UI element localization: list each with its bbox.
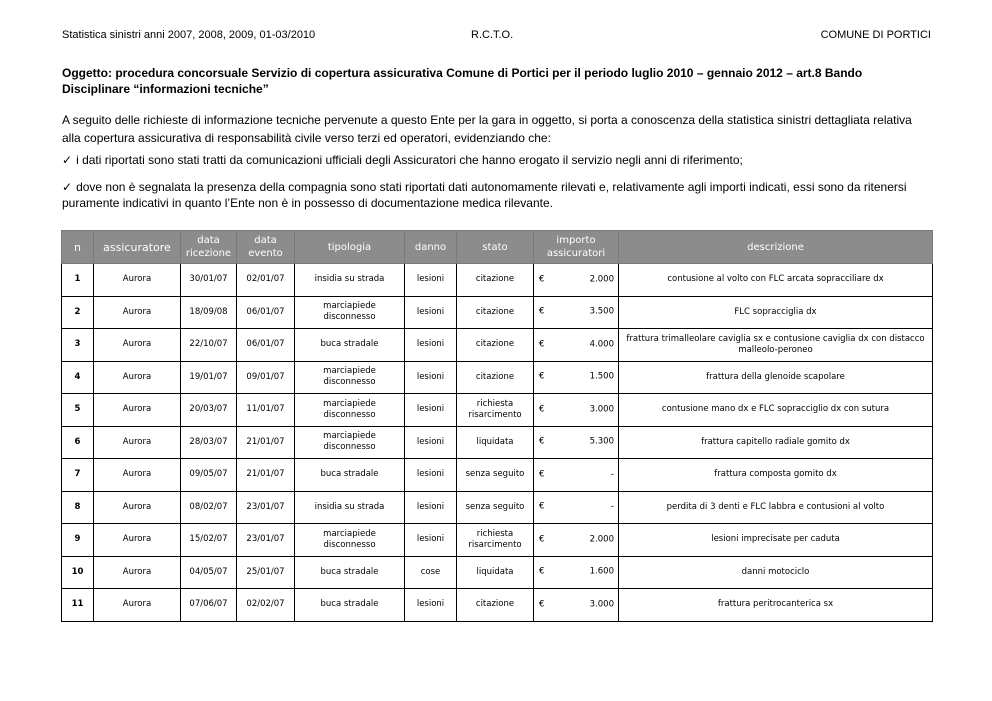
column-header-n: n xyxy=(62,231,94,264)
amount-value: - xyxy=(610,469,614,480)
cell-n: 5 xyxy=(62,394,94,427)
column-header-data-evento: data evento xyxy=(237,231,295,264)
cell-stato: richiesta risarcimento xyxy=(457,524,534,557)
currency-symbol: € xyxy=(539,534,545,545)
cell-tipologia: marciapiede disconnesso xyxy=(295,361,405,394)
cell-data-evento: 25/01/07 xyxy=(237,556,295,589)
amount-value: 5.300 xyxy=(589,436,614,447)
table-header-row xyxy=(62,231,933,264)
cell-danno: cose xyxy=(405,556,457,589)
column-header-data-ricezione: data ricezione xyxy=(181,231,237,264)
cell-data-evento: 21/01/07 xyxy=(237,426,295,459)
table-row xyxy=(62,394,933,427)
cell-n: 1 xyxy=(62,264,94,297)
checkmark-icon: ✓ xyxy=(62,180,73,194)
table-row xyxy=(62,361,933,394)
intro-line-2: alla copertura assicurativa di responsabilità civile verso terzi ed operatori, evidenziando che: xyxy=(62,131,551,145)
currency-symbol: € xyxy=(539,599,545,610)
header-left-text: Statistica sinistri anni 2007, 2008, 2009, 01-03/2010 xyxy=(62,29,316,41)
table-row xyxy=(62,426,933,459)
header-right-text: COMUNE DI PORTICI xyxy=(820,29,931,41)
column-header-importo: importo assicuratori xyxy=(534,231,619,264)
cell-danno: lesioni xyxy=(405,589,457,622)
cell-descrizione: frattura composta gomito dx xyxy=(619,459,933,492)
currency-symbol: € xyxy=(539,404,545,415)
cell-danno: lesioni xyxy=(405,296,457,329)
cell-stato: senza seguito xyxy=(457,491,534,524)
cell-importo xyxy=(534,426,619,459)
cell-importo xyxy=(534,589,619,622)
bullet-1-text: i dati riportati sono stati tratti da comunicazioni ufficiali degli Assicuratori che hanno erogato il servizio negli anni di riferimento; xyxy=(76,153,743,167)
amount-value: 1.600 xyxy=(589,566,614,577)
cell-assicuratore: Aurora xyxy=(94,264,181,297)
cell-data-ricezione: 09/05/07 xyxy=(181,459,237,492)
cell-stato: citazione xyxy=(457,264,534,297)
cell-tipologia: buca stradale xyxy=(295,329,405,362)
cell-n: 10 xyxy=(62,556,94,589)
cell-data-evento: 02/02/07 xyxy=(237,589,295,622)
cell-data-ricezione: 30/01/07 xyxy=(181,264,237,297)
cell-assicuratore: Aurora xyxy=(94,296,181,329)
currency-symbol: € xyxy=(539,501,545,512)
subject-line-1: Oggetto: procedura concorsuale Servizio di copertura assicurativa Comune di Portici per il periodo luglio 2010 – gennaio 2012 – art.8 Bando xyxy=(62,66,863,80)
cell-importo xyxy=(534,361,619,394)
table-row xyxy=(62,491,933,524)
cell-data-evento: 23/01/07 xyxy=(237,491,295,524)
cell-danno: lesioni xyxy=(405,264,457,297)
cell-descrizione: contusione al volto con FLC arcata sopracciliare dx xyxy=(619,264,933,297)
claims-table xyxy=(61,230,933,622)
cell-data-ricezione: 28/03/07 xyxy=(181,426,237,459)
cell-data-ricezione: 07/06/07 xyxy=(181,589,237,622)
table-row xyxy=(62,264,933,297)
cell-importo xyxy=(534,491,619,524)
amount-value: 1.500 xyxy=(589,371,614,382)
cell-danno: lesioni xyxy=(405,329,457,362)
cell-importo xyxy=(534,556,619,589)
intro-line-1: A seguito delle richieste di informazione tecniche pervenute a questo Ente per la gara in oggetto, si porta a conoscenza della statistica sinistri dettagliata relativa xyxy=(62,113,912,127)
cell-assicuratore: Aurora xyxy=(94,556,181,589)
cell-tipologia: marciapiede disconnesso xyxy=(295,296,405,329)
cell-data-ricezione: 19/01/07 xyxy=(181,361,237,394)
cell-importo xyxy=(534,296,619,329)
column-header-descrizione: descrizione xyxy=(619,231,933,264)
cell-tipologia: insidia su strada xyxy=(295,264,405,297)
bullet-2-text-line-2: puramente indicativi in quanto l’Ente non è in possesso di documentazione medica rilevante. xyxy=(62,196,553,210)
cell-assicuratore: Aurora xyxy=(94,524,181,557)
column-header-stato: stato xyxy=(457,231,534,264)
amount-value: 2.000 xyxy=(589,534,614,545)
cell-descrizione: lesioni imprecisate per caduta xyxy=(619,524,933,557)
currency-symbol: € xyxy=(539,274,545,285)
cell-importo xyxy=(534,329,619,362)
cell-importo xyxy=(534,459,619,492)
currency-symbol: € xyxy=(539,371,545,382)
cell-descrizione: contusione mano dx e FLC sopracciglio dx con sutura xyxy=(619,394,933,427)
amount-value: - xyxy=(610,501,614,512)
bullet-2-text-line-1: dove non è segnalata la presenza della compagnia sono stati riportati dati autonomamente rilevati e, relativamente agli importi indicati, essi sono da ritenersi xyxy=(76,180,907,194)
cell-descrizione: frattura della glenoide scapolare xyxy=(619,361,933,394)
cell-danno: lesioni xyxy=(405,524,457,557)
cell-assicuratore: Aurora xyxy=(94,459,181,492)
cell-descrizione: danni motociclo xyxy=(619,556,933,589)
cell-data-ricezione: 22/10/07 xyxy=(181,329,237,362)
cell-stato: citazione xyxy=(457,329,534,362)
cell-n: 9 xyxy=(62,524,94,557)
cell-danno: lesioni xyxy=(405,459,457,492)
cell-n: 4 xyxy=(62,361,94,394)
currency-symbol: € xyxy=(539,469,545,480)
cell-stato: liquidata xyxy=(457,426,534,459)
currency-symbol: € xyxy=(539,339,545,350)
cell-assicuratore: Aurora xyxy=(94,394,181,427)
cell-data-evento: 06/01/07 xyxy=(237,296,295,329)
cell-importo xyxy=(534,264,619,297)
subject-heading xyxy=(62,65,932,97)
cell-tipologia: marciapiede disconnesso xyxy=(295,426,405,459)
cell-assicuratore: Aurora xyxy=(94,361,181,394)
cell-n: 3 xyxy=(62,329,94,362)
table-row xyxy=(62,459,933,492)
cell-tipologia: marciapiede disconnesso xyxy=(295,394,405,427)
cell-data-ricezione: 04/05/07 xyxy=(181,556,237,589)
cell-descrizione: frattura peritrocanterica sx xyxy=(619,589,933,622)
cell-stato: richiesta risarcimento xyxy=(457,394,534,427)
column-header-assicuratore: assicuratore xyxy=(94,231,181,264)
cell-data-evento: 09/01/07 xyxy=(237,361,295,394)
cell-assicuratore: Aurora xyxy=(94,491,181,524)
cell-tipologia: buca stradale xyxy=(295,589,405,622)
amount-value: 3.500 xyxy=(589,306,614,317)
cell-data-evento: 11/01/07 xyxy=(237,394,295,427)
cell-assicuratore: Aurora xyxy=(94,426,181,459)
cell-tipologia: marciapiede disconnesso xyxy=(295,524,405,557)
cell-descrizione: frattura capitello radiale gomito dx xyxy=(619,426,933,459)
cell-data-ricezione: 18/09/08 xyxy=(181,296,237,329)
cell-stato: senza seguito xyxy=(457,459,534,492)
cell-n: 11 xyxy=(62,589,94,622)
amount-value: 3.000 xyxy=(589,404,614,415)
cell-importo xyxy=(534,524,619,557)
cell-stato: liquidata xyxy=(457,556,534,589)
intro-paragraph xyxy=(62,111,937,147)
cell-tipologia: buca stradale xyxy=(295,556,405,589)
cell-danno: lesioni xyxy=(405,394,457,427)
header-center-text: R.C.T.O. xyxy=(471,29,514,41)
subject-line-2: Disciplinare “informazioni tecniche” xyxy=(62,82,269,96)
cell-stato: citazione xyxy=(457,589,534,622)
cell-descrizione: frattura trimalleolare caviglia sx e contusione caviglia dx con distacco malleolo-peroneo xyxy=(619,329,933,362)
table-row xyxy=(62,589,933,622)
table-row xyxy=(62,524,933,557)
cell-data-ricezione: 20/03/07 xyxy=(181,394,237,427)
cell-n: 2 xyxy=(62,296,94,329)
amount-value: 3.000 xyxy=(589,599,614,610)
bullet-item-1 xyxy=(62,153,743,167)
cell-tipologia: insidia su strada xyxy=(295,491,405,524)
cell-assicuratore: Aurora xyxy=(94,589,181,622)
currency-symbol: € xyxy=(539,306,545,317)
checkmark-icon: ✓ xyxy=(62,153,73,167)
table-row xyxy=(62,329,933,362)
currency-symbol: € xyxy=(539,436,545,447)
cell-danno: lesioni xyxy=(405,361,457,394)
cell-danno: lesioni xyxy=(405,426,457,459)
cell-n: 7 xyxy=(62,459,94,492)
cell-descrizione: FLC sopracciglia dx xyxy=(619,296,933,329)
cell-stato: citazione xyxy=(457,361,534,394)
cell-n: 8 xyxy=(62,491,94,524)
cell-n: 6 xyxy=(62,426,94,459)
table-row xyxy=(62,296,933,329)
cell-assicuratore: Aurora xyxy=(94,329,181,362)
cell-data-evento: 21/01/07 xyxy=(237,459,295,492)
cell-danno: lesioni xyxy=(405,491,457,524)
cell-tipologia: buca stradale xyxy=(295,459,405,492)
cell-data-ricezione: 15/02/07 xyxy=(181,524,237,557)
cell-data-evento: 06/01/07 xyxy=(237,329,295,362)
currency-symbol: € xyxy=(539,566,545,577)
amount-value: 4.000 xyxy=(589,339,614,350)
column-header-danno: danno xyxy=(405,231,457,264)
cell-data-evento: 02/01/07 xyxy=(237,264,295,297)
cell-importo xyxy=(534,394,619,427)
amount-value: 2.000 xyxy=(589,274,614,285)
cell-stato: citazione xyxy=(457,296,534,329)
column-header-tipologia: tipologia xyxy=(295,231,405,264)
cell-data-evento: 23/01/07 xyxy=(237,524,295,557)
table-row xyxy=(62,556,933,589)
cell-data-ricezione: 08/02/07 xyxy=(181,491,237,524)
cell-descrizione: perdita di 3 denti e FLC labbra e contusioni al volto xyxy=(619,491,933,524)
bullet-item-2 xyxy=(62,179,907,211)
